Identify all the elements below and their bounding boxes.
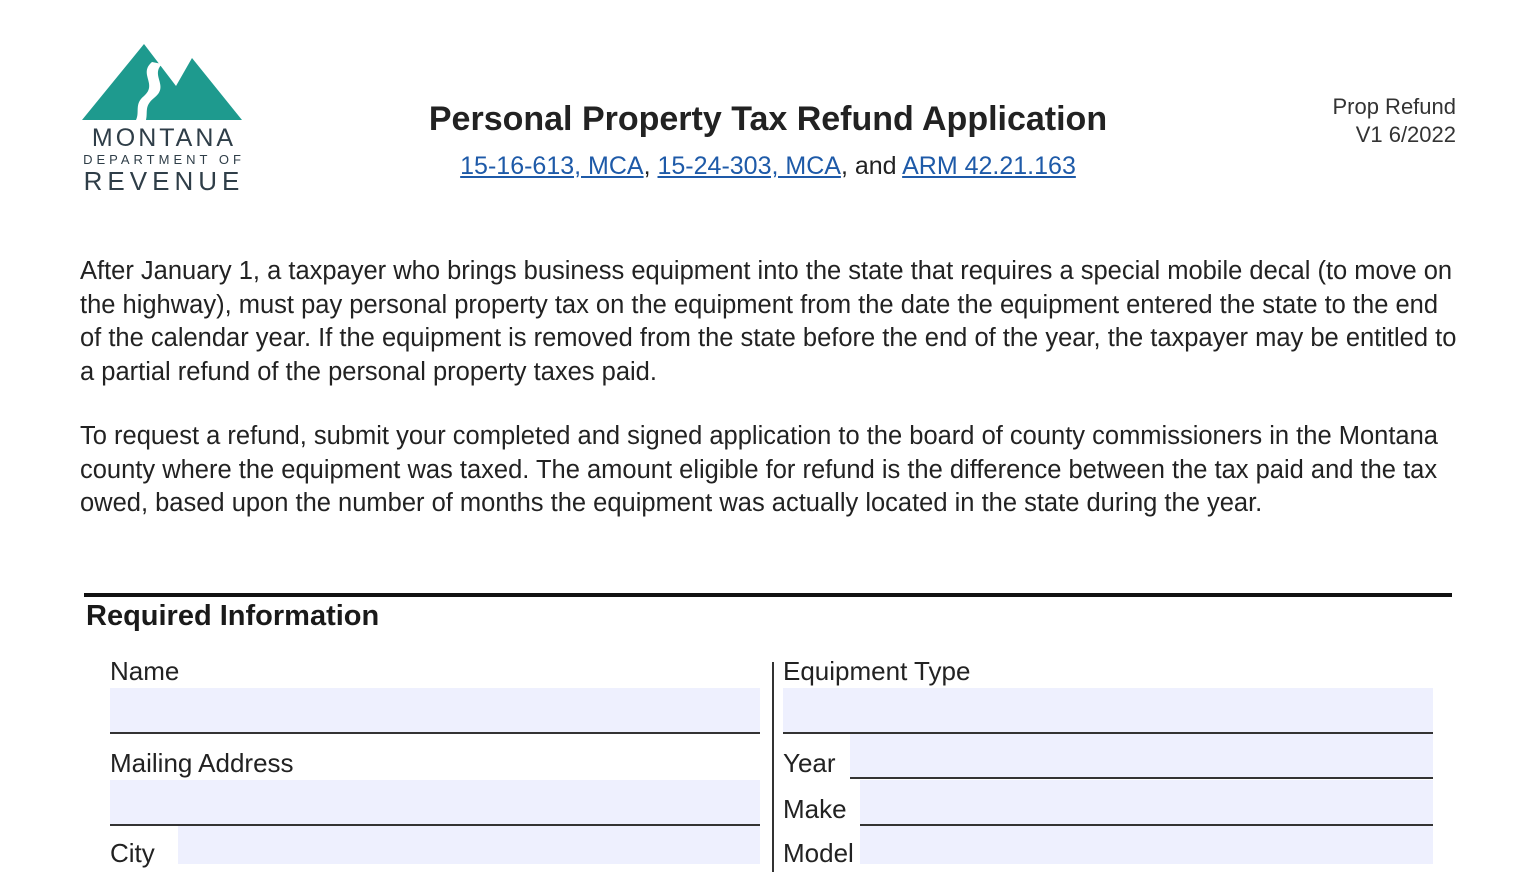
model-label: Model	[783, 838, 854, 868]
arm-link-42-21-163[interactable]: ARM 42.21.163	[902, 152, 1076, 180]
make-label: Make	[783, 794, 847, 824]
section-title-required-information: Required Information	[86, 600, 380, 632]
intro-paragraph-2: To request a refund, submit your completed and signed application to the board of county commissioners in the Montana county where the equipment was taxed. The amount eligible for refund is the difference between the tax paid and the tax owed, based upon the number of months the equipment was actually located in the state during the year.	[80, 422, 1438, 518]
ref-separator: ,	[643, 152, 651, 180]
form-code: Prop Refund	[1332, 94, 1456, 119]
make-field[interactable]	[860, 780, 1433, 826]
city-label: City	[110, 838, 155, 868]
form-title: Personal Property Tax Refund Application	[428, 100, 1108, 138]
mailing-address-field[interactable]	[110, 780, 760, 826]
ref-separator: , and	[840, 152, 897, 180]
model-field[interactable]	[860, 826, 1433, 864]
logo-revenue-text: REVENUE	[83, 166, 245, 196]
statute-link-15-24-303[interactable]: 15-24-303, MCA	[657, 152, 841, 180]
column-divider	[772, 662, 774, 872]
form-revision: V1 6/2022	[1355, 122, 1456, 147]
mailing-address-label: Mailing Address	[110, 748, 294, 778]
name-label: Name	[110, 656, 180, 686]
year-label: Year	[783, 748, 836, 778]
year-field[interactable]	[850, 734, 1433, 779]
intro-paragraph-1: After January 1, a taxpayer who brings business equipment into the state that requires a special mobile decal (to move on the highway), must pay personal property tax on the equipment from the date the equipment entered the state to the end of the calendar year. If the equipment is removed from the state before the end of the year, the taxpayer may be entitled to a partial refund of the personal property taxes paid.	[80, 257, 1457, 386]
logo-montana-text: MONTANA	[91, 124, 237, 152]
city-field[interactable]	[178, 826, 760, 864]
statute-references	[0, 152, 1536, 181]
statute-link-15-16-613[interactable]: 15-16-613, MCA	[460, 152, 644, 180]
name-field[interactable]	[110, 688, 760, 734]
logo-department-text: DEPARTMENT OF	[83, 152, 245, 167]
section-divider	[84, 593, 1452, 597]
equipment-type-label: Equipment Type	[783, 656, 971, 686]
form-version	[1332, 93, 1456, 149]
equipment-type-field[interactable]	[783, 688, 1433, 734]
